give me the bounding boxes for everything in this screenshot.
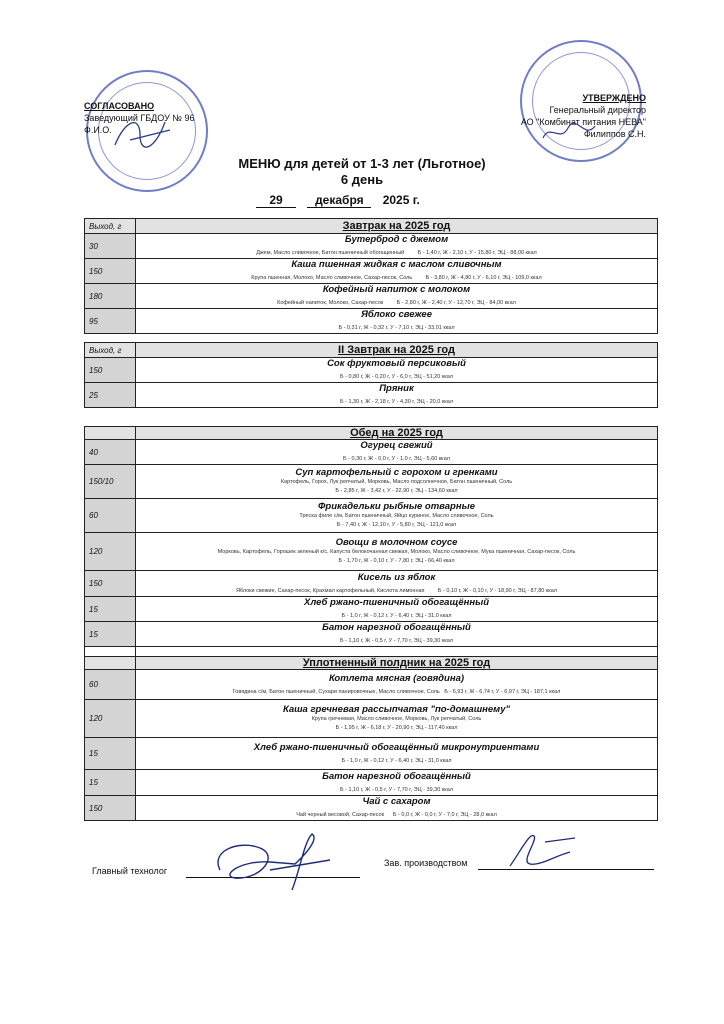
table-row <box>85 700 658 738</box>
table-row <box>85 259 658 284</box>
weight-header <box>85 657 136 670</box>
item-name: Батон нарезной обогащённый <box>322 770 471 782</box>
item-nutrition: Б - 1,10 г, Ж - 0,5 г, У - 7,70 г, ЭЦ - 39,30 ккал <box>339 786 454 793</box>
item-weight: 150 <box>85 259 136 284</box>
item-weight: 150/10 <box>85 465 136 499</box>
item-ingredients: Картофель, Горох, Лук репчатый, Морковь, Масло подсолнечное, Батон пшеничный, Соль <box>280 479 513 485</box>
item-weight: 120 <box>85 700 136 738</box>
item-ingredients: Треска филе с/м, Батон пшеничный, Яйцо куриное, Масло сливочное, Соль <box>299 513 494 519</box>
table-row <box>85 383 658 408</box>
item-nutrition: Б - 0,80 г, Ж - 0,20 г, У - 6,0 г, ЭЦ - 51,20 ккал <box>339 374 454 380</box>
table-row <box>85 440 658 465</box>
production-manager-signature <box>500 822 580 872</box>
item-weight: 180 <box>85 284 136 309</box>
item-nutrition: Б - 0,0 г, Ж - 0,0 г, У - 7,0 г, ЭЦ - 28,0 ккал <box>392 812 497 818</box>
item-nutrition: Б - 1,0 г, Ж - 0,12 г, У - 6,40 г, ЭЦ - 31,0 ккал <box>341 757 452 764</box>
table-row <box>85 597 658 622</box>
chief-technologist-signature <box>200 830 340 900</box>
item-name: Каша пшенная жидкая с маслом сливочным <box>291 259 502 270</box>
item-name: Батон нарезной обогащённый <box>322 622 471 633</box>
table-row <box>85 622 658 647</box>
approval-right-title: УТВЕРЖДЕНО <box>582 93 646 103</box>
chief-technologist-label: Главный технолог <box>92 866 168 876</box>
item-weight: 95 <box>85 309 136 334</box>
item-nutrition: Б - 0,10 г, Ж - 0,10 г, У - 18,90 г, ЭЦ - 87,80 ккал <box>437 587 558 594</box>
weight-header: Выход, г <box>85 219 136 234</box>
item-name: Котлета мясная (говядина) <box>328 672 465 684</box>
item-name: Сок фруктовый персиковый <box>327 358 466 369</box>
item-name: Кисель из яблок <box>357 571 436 583</box>
table-row <box>85 571 658 597</box>
item-weight: 150 <box>85 571 136 597</box>
item-name: Яблоко свежее <box>360 309 433 320</box>
item-ingredients: Крупа пшенная, Молоко, Масло сливочное, Сахар-песок, Соль <box>251 275 413 281</box>
item-ingredients: Крупа гречневая, Масло сливочное, Морковь, Лук репчатый, Соль <box>311 716 482 722</box>
item-weight: 25 <box>85 383 136 408</box>
lunch-table <box>84 426 658 661</box>
item-nutrition: Б - 6,93 г, Ж - 6,74 г, У - 6,97 г, ЭЦ - 187,1 ккал <box>444 688 561 695</box>
menu-day: 6 день <box>340 172 384 187</box>
item-name: Хлеб ржано-пшеничный обогащённый микронутриентами <box>253 741 540 753</box>
approval-left-position: Заведующий ГБДОУ № 96 <box>84 113 195 123</box>
production-manager-label: Зав. производством <box>384 858 468 868</box>
date-day: 29 <box>256 193 296 208</box>
table-row <box>85 358 658 383</box>
weight-header: Выход, г <box>85 343 136 358</box>
table-row <box>85 309 658 334</box>
date-month: декабря <box>307 193 371 208</box>
item-ingredients: Морковь, Картофель, Горошек зеленый к/с, Капуста белокочанная свежая, Молоко, Масло сливочное, Мука пшеничная, Сахар-песок, Соль <box>217 549 576 555</box>
date-year: 2025 г. <box>382 193 420 207</box>
item-name: Овощи в молочном соусе <box>335 537 458 548</box>
table-row <box>85 234 658 259</box>
item-name: Огурец свежий <box>360 440 433 451</box>
weight-header <box>85 427 136 440</box>
item-nutrition: Б - 1,0 г, Ж - 0,12 г, У - 6,40 г, ЭЦ - 31,0 ккал <box>341 613 452 619</box>
item-nutrition: Б - 0,31 г, Ж - 0,32 г, У - 7,10 г, ЭЦ - 33,01 ккал <box>338 325 455 331</box>
table-row <box>85 465 658 499</box>
item-weight: 15 <box>85 597 136 622</box>
approval-left-name: Ф.И.О. <box>84 125 112 135</box>
item-nutrition: Б - 1,70 г, Ж - 0,10 г, У - 7,80 г, ЭЦ - 66,40 ккал <box>338 558 455 564</box>
item-weight: 60 <box>85 670 136 700</box>
lunch-title: Обед на 2025 год <box>350 427 443 439</box>
table-row <box>85 796 658 821</box>
item-nutrition: Б - 2,80 г, Ж - 2,40 г, У - 12,70 г, ЭЦ - 84,00 ккал <box>396 300 516 306</box>
menu-title: МЕНЮ для детей от 1-3 лет (Льготное) <box>238 156 486 171</box>
item-weight: 60 <box>85 499 136 533</box>
item-nutrition: Б - 1,30 г, Ж - 2,18 г, У - 4,30 г, ЭЦ - 20,0 ккал <box>339 399 454 405</box>
item-weight: 150 <box>85 796 136 821</box>
item-weight: 120 <box>85 533 136 571</box>
item-name: Пряник <box>379 383 414 394</box>
snack-title: Уплотненный полдник на 2025 год <box>302 657 491 669</box>
second-breakfast-table <box>84 342 658 408</box>
item-name: Хлеб ржано-пшеничный обогащённый <box>304 597 489 608</box>
item-name: Чай с сахаром <box>362 796 431 807</box>
item-name: Фрикадельки рыбные отварные <box>318 501 475 512</box>
table-row <box>85 770 658 796</box>
approval-left-title: СОГЛАСОВАНО <box>84 101 155 111</box>
approval-right-name: Филиппов С.Н. <box>583 129 646 139</box>
item-weight: 15 <box>85 738 136 770</box>
item-ingredients: Яблоки свежие, Сахар-песок, Крахмал картофельный, Кислота лимонная <box>235 587 425 594</box>
item-nutrition: Б - 7,40 г, Ж - 12,10 г, У - 5,80 г, ЭЦ - 121,0 ккал <box>336 522 457 528</box>
item-nutrition: Б - 2,85 г, Ж - 3,42 г, У - 22,90 г, ЭЦ - 134,60 ккал <box>335 488 458 494</box>
item-weight: 40 <box>85 440 136 465</box>
item-ingredients: Говядина с/м, Батон пшеничный, Сухари панировочные, Масло сливочное, Соль <box>232 688 440 695</box>
left-approval-signature <box>110 110 180 160</box>
table-row <box>85 284 658 309</box>
item-weight: 15 <box>85 770 136 796</box>
item-name: Каша гречневая рассыпчатая "по-домашнему" <box>282 704 510 715</box>
item-nutrition: Б - 1,95 г, Ж - 6,18 г, У - 20,90 г, ЭЦ - 117,40 ккал <box>335 725 458 731</box>
item-weight: 150 <box>85 358 136 383</box>
item-nutrition: Б - 1,40 г, Ж - 2,10 г, У - 15,80 г, ЭЦ - 88,00 ккал <box>417 250 537 256</box>
item-nutrition: Б - 3,80 г, Ж - 4,80 г, У - 6,10 г, ЭЦ - 109,0 ккал <box>425 275 542 281</box>
table-row <box>85 738 658 770</box>
breakfast-title: Завтрак на 2025 год <box>342 220 451 232</box>
item-name: Кофейный напиток с молоком <box>322 284 471 295</box>
item-name: Бутерброд с джемом <box>344 234 449 245</box>
snack-table <box>84 656 658 821</box>
right-approval-signature <box>540 118 600 148</box>
approval-right-position: Генеральный директор <box>549 105 646 115</box>
item-weight: 15 <box>85 622 136 647</box>
breakfast-table <box>84 218 658 334</box>
item-name: Суп картофельный с горохом и гренками <box>295 467 498 478</box>
menu-date <box>256 193 420 208</box>
item-nutrition: Б - 1,10 г, Ж - 0,5 г, У - 7,70 г, ЭЦ - 39,30 ккал <box>339 638 454 644</box>
item-ingredients: Джем, Масло сливочное, Батон пшеничный обогащенный <box>256 250 405 256</box>
table-row <box>85 499 658 533</box>
table-row <box>85 533 658 571</box>
item-ingredients: Кофейный напиток, Молоко, Сахар-песок <box>277 300 384 306</box>
item-ingredients: Чай черный весовой, Сахар-песок <box>296 812 384 818</box>
table-row <box>85 670 658 700</box>
item-weight: 30 <box>85 234 136 259</box>
approval-right-company: АО "Комбинат питания НЕВА" <box>520 117 646 127</box>
item-nutrition: Б - 0,30 г, Ж - 0,0 г, У - 1,0 г, ЭЦ - 5,60 ккал <box>343 456 450 462</box>
second-breakfast-title: II Завтрак на 2025 год <box>338 344 455 356</box>
